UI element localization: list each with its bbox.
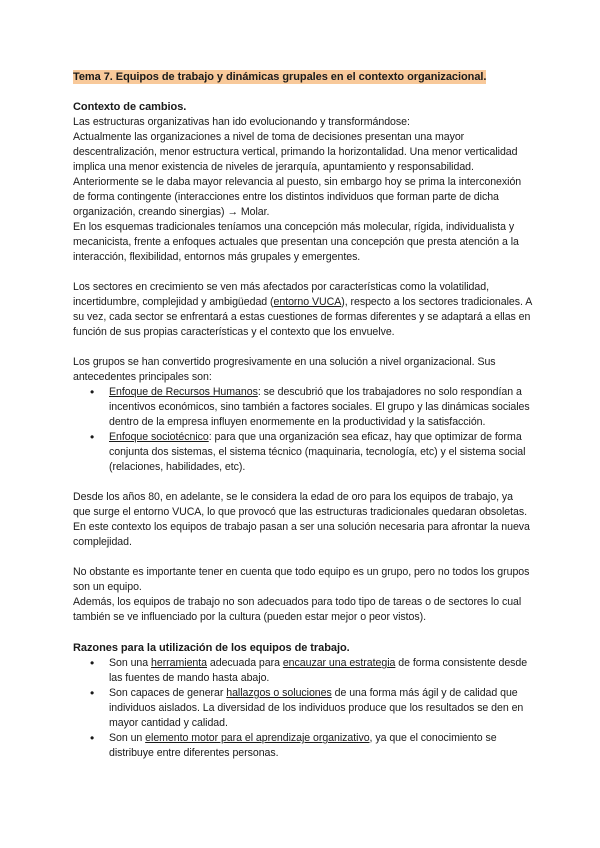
text-run: de forma consistente desde las fuentes de mando hasta abajo.	[109, 657, 528, 684]
list-item	[109, 656, 533, 686]
paragraph: En los esquemas tradicionales teníamos una concepción más molecular, rígida, individualista y mecanicista, frente a enfoques actuales que presentan una concepción que presta atención a la interacción, flexibilidad, entornos más grupales y emergentes.	[73, 221, 519, 263]
text-run: , ya que el conocimiento se distribuye entre diferentes personas.	[109, 732, 497, 759]
paragraph: Actualmente las organizaciones a nivel de toma de decisiones presentan una mayor descentralización, menor estructura vertical, primando la horizontalidad. Una menor verticalidad implica una menor existencia de niveles de jerarquía, apuntamiento y responsabilidad.	[73, 131, 518, 173]
list-item	[109, 686, 533, 731]
list-item	[109, 385, 533, 430]
text-run: Son una	[109, 657, 152, 669]
spacer	[73, 625, 533, 640]
underlined-term: hallazgos o soluciones	[226, 687, 332, 699]
text-run: ), respecto a los sectores tradicionales. A su vez, cada sector se enfrentará a estas cuestiones de formas diferentes y se adaptará a ellas en función de sus propias características y el contexto que los envuelve.	[73, 296, 532, 338]
spacer	[73, 475, 533, 490]
paragraph: Desde los años 80, en adelante, se le considera la edad de oro para los equipos de trabajo, ya que surge el entorno VUCA, lo que provocó que las estructuras tradicionales quedaran obsoletas. En este contexto los equipos de trabajo pasan a ser una solución necesaria para afrontar la nueva complejidad.	[73, 491, 530, 548]
underlined-term: encauzar una estrategia	[282, 657, 396, 669]
paragraph: Además, los equipos de trabajo no son adecuados para todo tipo de tareas o de sectores lo cual también se ve influenciado por la cultura (pueden estar mejor o peor vistos).	[73, 596, 522, 623]
paragraph: Las estructuras organizativas han ido evolucionando y transformándose:	[73, 116, 410, 128]
underlined-term: Enfoque sociotécnico	[109, 431, 209, 443]
text-run: adecuada para	[207, 657, 283, 669]
list-item	[109, 430, 533, 475]
underlined-term: elemento motor para el aprendizaje organizativo	[145, 732, 370, 744]
list-item	[109, 731, 533, 761]
spacer	[73, 265, 533, 280]
underlined-term: herramienta	[151, 657, 207, 669]
text-run: Los sectores en crecimiento se ven más afectados por características como la volatilidad, incertidumbre, complejidad y ambigüedad (	[73, 281, 489, 308]
bullet-list-antecedentes	[73, 385, 533, 475]
text-run: Son un	[109, 732, 146, 744]
text-run: de una forma más ágil y de calidad que individuos aislados. La diversidad de los individuos produce que los resultados se den en mayor cantidad y calidad.	[109, 687, 524, 729]
paragraph: Anteriormente se le daba mayor relevancia al puesto, sin embargo hoy se prima la interconexión de forma contingente (interacciones entre los distintos individuos que forman parte de dicha organización, creando sinergias) → Molar.	[73, 176, 522, 218]
paragraph-vuca	[73, 280, 533, 340]
underlined-term: Enfoque de Recursos Humanos	[109, 386, 258, 398]
paragraph: No obstante es importante tener en cuenta que todo equipo es un grupo, pero no todos los grupos son un equipo.	[73, 566, 530, 593]
document-body	[73, 70, 533, 761]
text-run: : se descubrió que los trabajadores no solo respondían a incentivos económicos, sino también a factores sociales. El grupo y las dinámicas sociales dentro de la empresa influyen enormemente en la productividad y la satisfacción.	[109, 386, 530, 428]
underlined-term: entorno VUCA	[273, 296, 342, 308]
document-title: Tema 7. Equipos de trabajo y dinámicas grupales en el contexto organizacional.	[73, 71, 487, 83]
paragraph: Los grupos se han convertido progresivamente en una solución a nivel organizacional. Sus antecedentes principales son:	[73, 356, 496, 383]
section-heading-contexto: Contexto de cambios.	[73, 101, 187, 113]
section-heading-razones: Razones para la utilización de los equipos de trabajo.	[73, 642, 350, 654]
text-run: : para que una organización sea eficaz, hay que optimizar de forma conjunta dos sistemas, el sistema técnico (maquinaria, tecnología, etc) y el sistema social (relaciones, habilidades, etc).	[109, 431, 526, 473]
spacer	[73, 550, 533, 565]
title-block	[73, 70, 533, 85]
spacer	[73, 340, 533, 355]
text-run: Son capaces de generar	[109, 687, 227, 699]
bullet-list-razones	[73, 656, 533, 761]
